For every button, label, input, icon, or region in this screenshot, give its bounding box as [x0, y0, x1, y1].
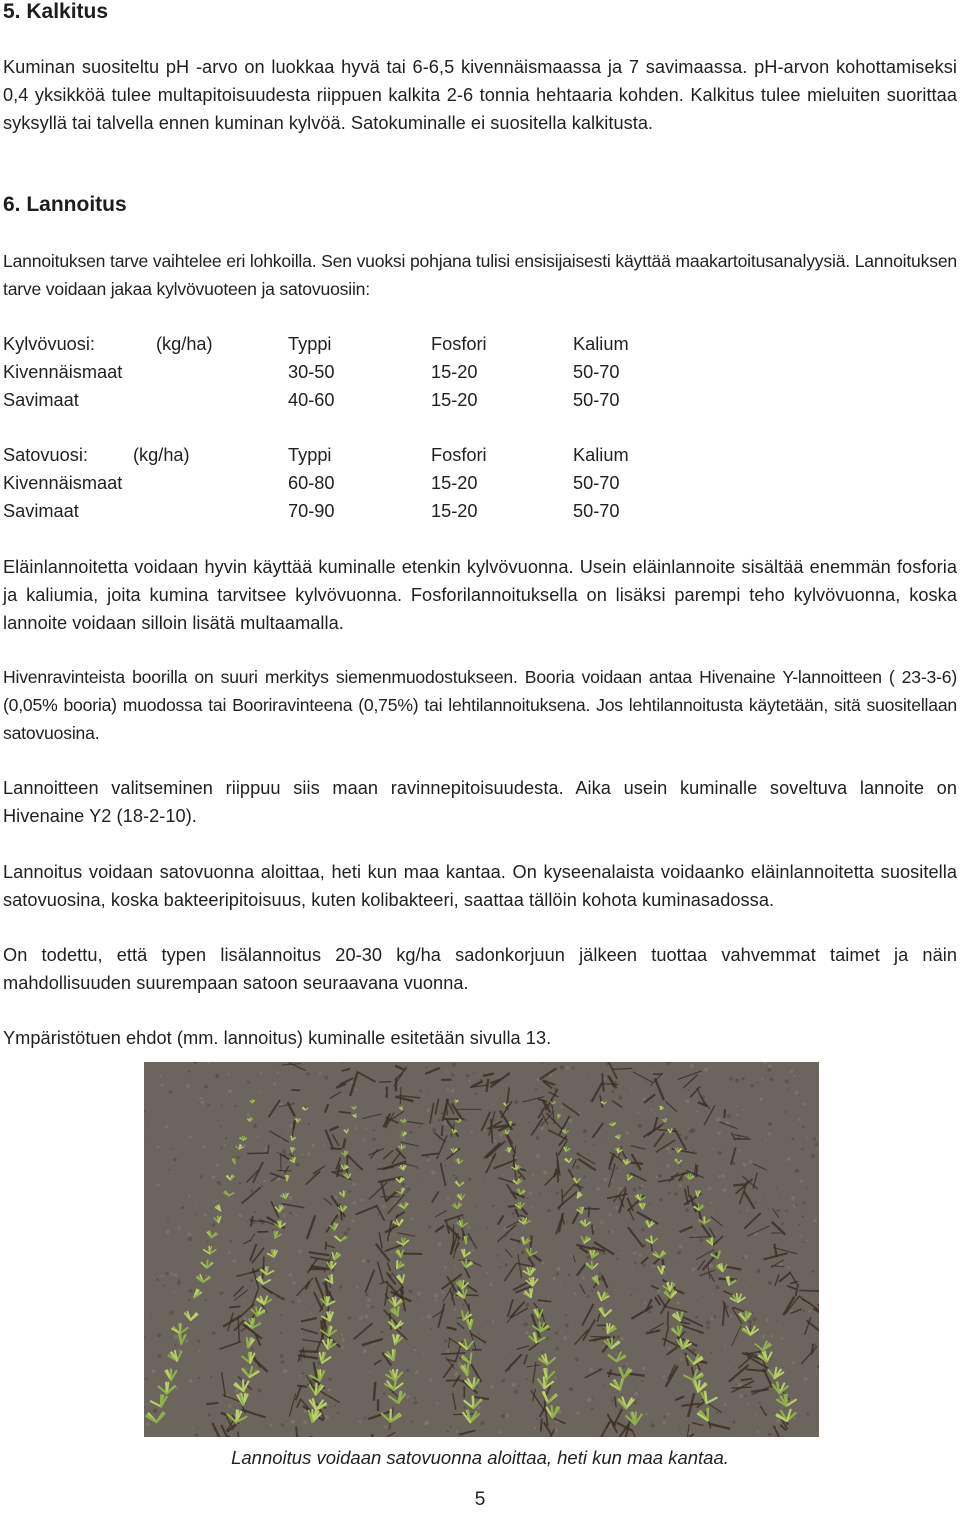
cell-kalium: 50-70	[573, 362, 620, 382]
column-header-fosfori: Fosfori	[431, 334, 487, 354]
page-number: 5	[474, 1489, 486, 1510]
paragraph-lannoitteen-valinta: Lannoitteen valitseminen riippuu siis maan ravinnepitoisuudesta. Aika usein kuminalle soveltuva lannoite on Hivenaine Y2 (18-2-10).	[3, 778, 957, 826]
row-name: Kivennäismaat	[3, 473, 123, 493]
column-header-kalium: Kalium	[573, 334, 629, 354]
cell-kalium: 50-70	[573, 501, 620, 521]
paragraph-ymparistotuki: Ympäristötuen ehdot (mm. lannoitus) kuminalle esitetään sivulla 13.	[3, 1028, 552, 1048]
field-photo-image	[144, 1062, 819, 1437]
cell-kalium: 50-70	[573, 390, 620, 410]
column-header-kalium: Kalium	[573, 445, 629, 465]
cell-typpi: 60-80	[288, 473, 335, 493]
cell-fosfori: 15-20	[431, 473, 478, 493]
paragraph-elainlannoite: Eläinlannoitetta voidaan hyvin käyttää kuminalle etenkin kylvövuonna. Usein eläinlannoite sisältää enemmän fosforia ja kaliumia, joita kumina tarvitsee kylvövuonna. Fosforilannoituksella on lisäksi parempi teho kylvövuonna, koska lannoite voidaan silloin lisätä multaamalla.	[3, 557, 957, 633]
section-heading-kalkitus: 5. Kalkitus	[3, 0, 109, 23]
cell-fosfori: 15-20	[431, 362, 478, 382]
paragraph-typpi-lisalannoitus: On todettu, että typen lisälannoitus 20-30 kg/ha sadonkorjuun jälkeen tuottaa vahvemmat taimet ja näin mahdollisuuden suurempaan satoon seuraavana vuonna.	[3, 945, 957, 993]
cell-fosfori: 15-20	[431, 501, 478, 521]
table-row	[3, 358, 703, 386]
table-label: Kylvövuosi:	[3, 334, 95, 354]
photo-caption: Lannoitus voidaan satovuonna aloittaa, heti kun maa kantaa.	[231, 1447, 729, 1468]
cell-typpi: 70-90	[288, 501, 335, 521]
column-header-typpi: Typpi	[288, 445, 332, 465]
table-unit: (kg/ha)	[133, 445, 190, 465]
cell-fosfori: 15-20	[431, 390, 478, 410]
cell-typpi: 30-50	[288, 362, 335, 382]
row-name: Savimaat	[3, 501, 79, 521]
column-header-fosfori: Fosfori	[431, 445, 487, 465]
table-label: Satovuosi:	[3, 445, 88, 465]
paragraph-lannoitus-intro: Lannoituksen tarve vaihtelee eri lohkoilla. Sen vuoksi pohjana tulisi ensisijaisesti käyttää maakartoitusanalyysiä. Lannoituksen tarve voidaan jakaa kylvövuoteen ja satovuosiin:	[3, 251, 957, 299]
table-row	[3, 469, 703, 497]
table-row	[3, 386, 703, 414]
fertilizer-table-kylvovuosi	[3, 330, 703, 414]
paragraph-boori: Hivenravinteista boorilla on suuri merkitys siemenmuodostukseen. Booria voidaan antaa Hivenaine Y-lannoitteen ( 23-3-6) (0,05% booria) muodossa tai Booriravinteena (0,75%) tai lehtilannoituksena. Jos lehtilannoitusta käytetään, sitä suositellaan satovuosina.	[3, 667, 957, 743]
table-header-row	[3, 441, 703, 469]
cell-kalium: 50-70	[573, 473, 620, 493]
cell-typpi: 40-60	[288, 390, 335, 410]
paragraph-kalkitus: Kuminan suositeltu pH -arvo on luokkaa hyvä tai 6-6,5 kivennäismaassa ja 7 savimaassa. pH-arvon kohottamiseksi 0,4 yksikköä tulee multapitoisuudesta riippuen kalkita 2-6 tonnia hehtaaria kohden. Kalkitus tulee mieluiten suorittaa syksyllä tai talvella ennen kuminan kylvöä. Satokuminalle ei suositella kalkitusta.	[3, 57, 957, 133]
table-unit: (kg/ha)	[156, 334, 213, 354]
column-header-typpi: Typpi	[288, 334, 332, 354]
fertilizer-table-satovuosi	[3, 441, 703, 525]
row-name: Savimaat	[3, 390, 79, 410]
table-header-row	[3, 330, 703, 358]
row-name: Kivennäismaat	[3, 362, 123, 382]
field-photo	[144, 1062, 819, 1437]
section-heading-lannoitus: 6. Lannoitus	[3, 193, 127, 216]
paragraph-satovuosi-lannoitus: Lannoitus voidaan satovuonna aloittaa, heti kun maa kantaa. On kyseenalaista voidaanko eläinlannoitetta suositella satovuosina, koska bakteeripitoisuus, kuten kolibakteeri, saattaa tällöin kohota kuminasadossa.	[3, 862, 957, 910]
table-row	[3, 497, 703, 525]
